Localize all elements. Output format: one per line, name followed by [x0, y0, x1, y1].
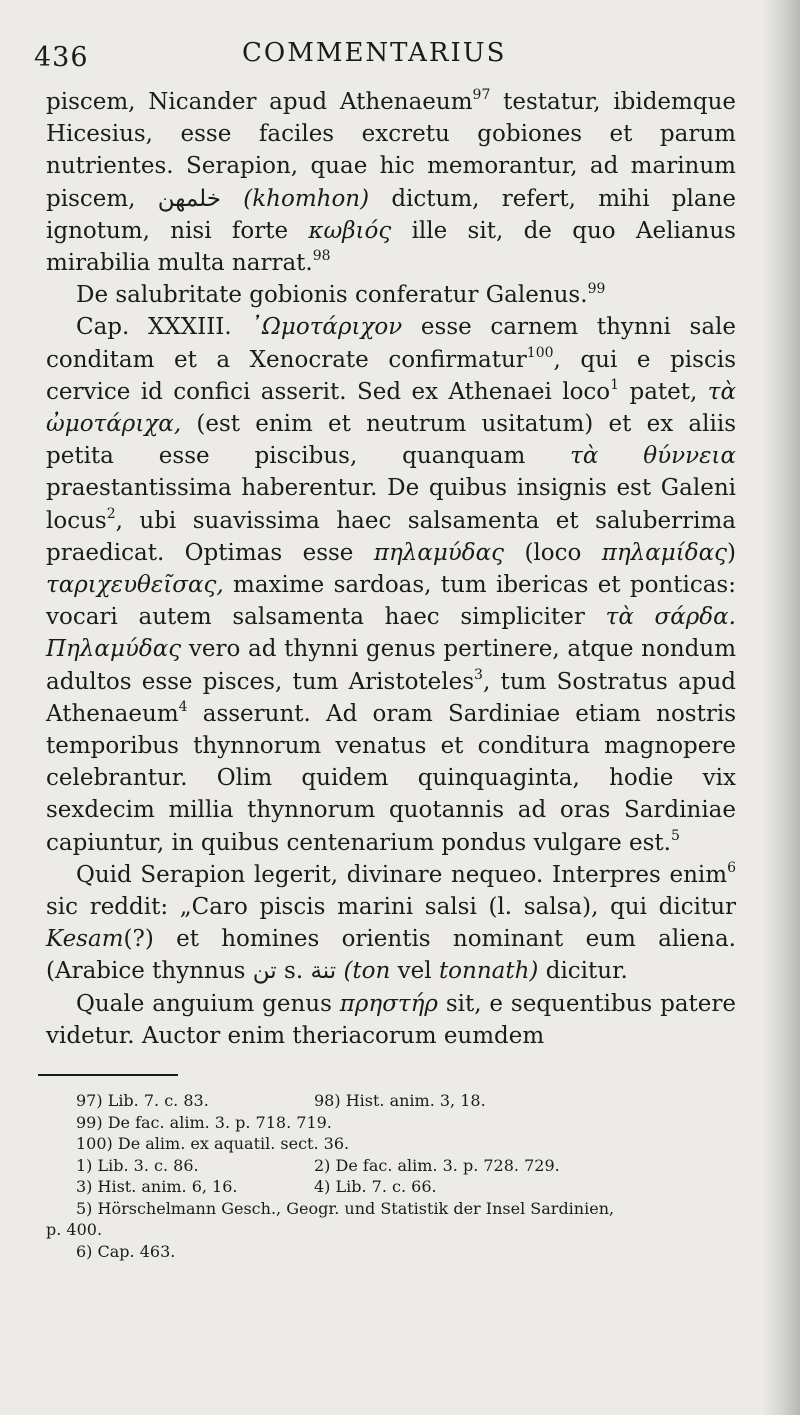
footnote-entry: 99) De fac. alim. 3. p. 718. 719. [76, 1112, 332, 1132]
greek-text: τὰ σάρδα. [605, 604, 736, 631]
footnote-entry: 6) Cap. 463. [76, 1241, 176, 1261]
footnote-ref: 99 [587, 280, 606, 297]
footnotes [46, 1090, 736, 1262]
footnote-ref: 100 [526, 344, 554, 361]
text-run: (loco [504, 539, 602, 566]
footnote-entry: 100) De alim. ex aquatil. sect. 36. [76, 1134, 350, 1154]
italic-text: tonnath) [438, 958, 539, 985]
text-run: Cap. XXXIII. [76, 314, 251, 341]
text-run: Quale anguium genus [76, 990, 340, 1017]
greek-text: κωβιός [308, 217, 392, 244]
greek-text: ᾽Ωμοτάριχον [250, 314, 403, 341]
text-run: , ubi suavissima haec salsamenta et saluberrima praedicat. Optimas esse [46, 507, 736, 566]
main-text [46, 86, 736, 1052]
footnote-line [76, 1198, 736, 1220]
italic-text: (ton [343, 958, 391, 985]
arabic-text: تنة [310, 958, 337, 985]
text-run: vero ad thynni genus pertinere, atque nondum adultos esse pisces, tum Aristoteles [46, 636, 736, 695]
italic-text: Kesam [46, 926, 124, 953]
footnote-entry: 5) Hörschelmann Gesch., Geogr. und Statistik der Insel Sardinien, [76, 1198, 615, 1218]
text-run: s. [276, 958, 311, 985]
page-header [34, 36, 736, 76]
arabic-text: تن [252, 958, 277, 985]
text-run: vel [390, 958, 439, 985]
book-page [34, 36, 737, 1262]
paragraph [46, 86, 736, 279]
greek-text: πρηστήρ [339, 990, 438, 1017]
footnote-ref: 98 [312, 248, 331, 265]
greek-text: τὰ θύννεια [570, 443, 736, 470]
text-run: (?) et homines orientis nominant eum aliena. (Arabice thynnus [46, 926, 736, 985]
text-run: praestantissima haberentur. De quibus insignis est Galeni locus [46, 475, 736, 534]
greek-text: πηλαμίδας [601, 539, 728, 566]
text-run: De salubritate gobionis conferatur Galenus. [76, 282, 588, 309]
arabic-text: خلمهن [157, 185, 221, 212]
text-run: sit, e sequentibus patere videtur. Auctor enim theriacorum eumdem [46, 990, 736, 1049]
footnote-entry: 2) De fac. alim. 3. p. 728. 729. [314, 1155, 560, 1175]
footnote-ref: 4 [178, 699, 188, 716]
page-number: 436 [34, 42, 89, 73]
text-run: piscem, Nicander apud Athenaeum [46, 89, 473, 115]
footnote-entry: 4) Lib. 7. c. 66. [314, 1177, 437, 1197]
footnote-line [76, 1133, 736, 1155]
text-run: ) [727, 539, 736, 566]
footnote-entry: 1) Lib. 3. c. 86. [76, 1155, 199, 1175]
footnote-line [46, 1219, 736, 1241]
paragraph [46, 859, 736, 988]
footnote-ref: 2 [106, 505, 116, 522]
text-run: esse carnem thynni sale conditam et a Xenocrate confirmatur [46, 314, 736, 373]
text-run [221, 186, 243, 212]
footnote-ref: 6 [727, 860, 736, 877]
footnote-ref: 3 [474, 667, 483, 683]
greek-text: τὰ ὠμοτάριχα, [46, 378, 736, 438]
text-run: , qui e piscis cervice id confici asserit. Sed ex Athenaei loco [46, 346, 736, 405]
text-run: (est enim et neutrum usitatum) et ex aliis petita esse piscibus, quanquam [46, 411, 736, 470]
page-spine-shadow [762, 0, 800, 1415]
paragraph [46, 988, 736, 1052]
text-run: maxime sardoas, tum ibericas et ponticas: vocari autem salsamenta haec simpliciter [46, 572, 736, 631]
footnote-line [76, 1112, 736, 1134]
paragraph [46, 279, 736, 311]
italic-text: (khomhon) [243, 185, 370, 212]
text-run: testatur, ibidemque Hicesius, esse faciles excretu gobiones et parum nutrientes. Serapion, quae hic memorantur, ad marinum piscem, [46, 89, 737, 212]
text-run: patet, [619, 378, 708, 405]
footnote-line [76, 1176, 736, 1198]
text-run: Quid Serapion legerit, divinare nequeo. Interpres enim [76, 861, 728, 888]
footnote-ref: 5 [670, 828, 680, 845]
footnote-entry: 97) Lib. 7. c. 83. [76, 1091, 209, 1111]
footnote-ref: 1 [610, 377, 620, 394]
text-run: asserunt. Ad oram Sardiniae etiam nostris temporibus thynnorum venatus et conditura magnopere celebrantur. Olim quidem quinquaginta, hodie vix sexdecim millia thynnorum quotannis ad oras Sardiniae capiuntur, in quibus centenarium pondus vulgare est. [46, 700, 736, 856]
footnote-entry: p. 400. [46, 1220, 103, 1240]
text-run: , tum Sostratus apud Athenaeum [46, 668, 736, 727]
running-head: COMMENTARIUS [242, 38, 507, 68]
text-run: ille sit, de quo Aelianus mirabilia multa narrat. [46, 217, 736, 277]
footnote-line [76, 1155, 736, 1177]
footnote-entry: 98) Hist. anim. 3, 18. [314, 1091, 486, 1111]
text-run: dictum, refert, mihi plane ignotum, nisi forte [46, 185, 737, 244]
greek-text: ταριχευθεῖσας, [46, 572, 224, 599]
greek-text: πηλαμύδας [373, 539, 505, 566]
footnote-divider [38, 1074, 178, 1076]
footnote-ref: 97 [472, 87, 491, 104]
greek-text: Πηλαμύδας [46, 636, 182, 663]
text-run: dicitur. [538, 958, 628, 985]
paragraph [46, 311, 736, 858]
footnote-entry: 3) Hist. anim. 6, 16. [76, 1177, 238, 1197]
text-run: sic reddit: „Caro piscis marini salsi (l. salsa), qui dicitur [46, 894, 736, 921]
footnote-line [76, 1241, 736, 1263]
footnote-line [76, 1090, 736, 1112]
